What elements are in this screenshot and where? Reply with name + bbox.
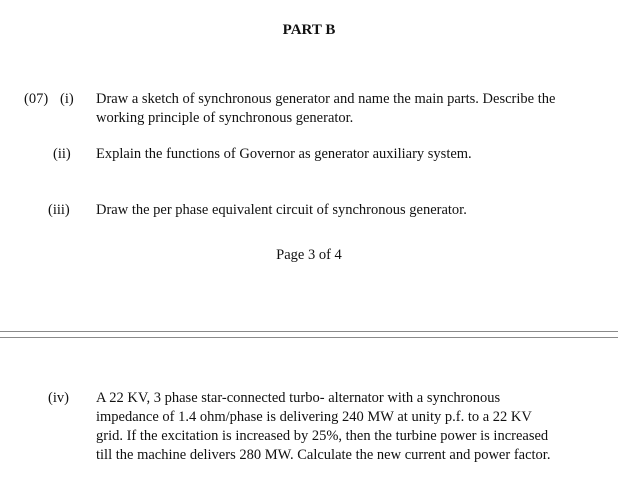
subquestion-label-i: (i) [60, 91, 74, 107]
subquestion-label-iv: (iv) [48, 390, 69, 406]
question-number: (07) [24, 91, 49, 107]
page-divider-top [0, 331, 618, 332]
subquestion-text-iv [96, 389, 550, 465]
text-line: working principle of synchronous generator. [96, 110, 354, 126]
text-line: Explain the functions of Governor as generator auxiliary system. [96, 146, 472, 162]
text-line: Draw the per phase equivalent circuit of synchronous generator. [96, 202, 467, 218]
subquestion-label-iii: (iii) [48, 202, 70, 218]
subquestion-text-iii [96, 201, 467, 220]
text-line: Draw a sketch of synchronous generator and name the main parts. Describe the [96, 91, 556, 107]
text-line: A 22 KV, 3 phase star-connected turbo- alternator with a synchronous [96, 390, 501, 406]
part-title: PART B [282, 22, 336, 38]
text-line: grid. If the excitation is increased by 25%, then the turbine power is increased [96, 428, 549, 444]
subquestion-label-ii: (ii) [53, 146, 71, 162]
text-line: impedance of 1.4 ohm/phase is delivering 240 MW at unity p.f. to a 22 KV [96, 409, 532, 425]
text-line: till the machine delivers 280 MW. Calculate the new current and power factor. [96, 447, 551, 463]
page-divider-bottom [0, 337, 618, 338]
subquestion-text-i [96, 90, 555, 128]
subquestion-text-ii [96, 145, 472, 164]
page-footer: Page 3 of 4 [276, 247, 342, 263]
